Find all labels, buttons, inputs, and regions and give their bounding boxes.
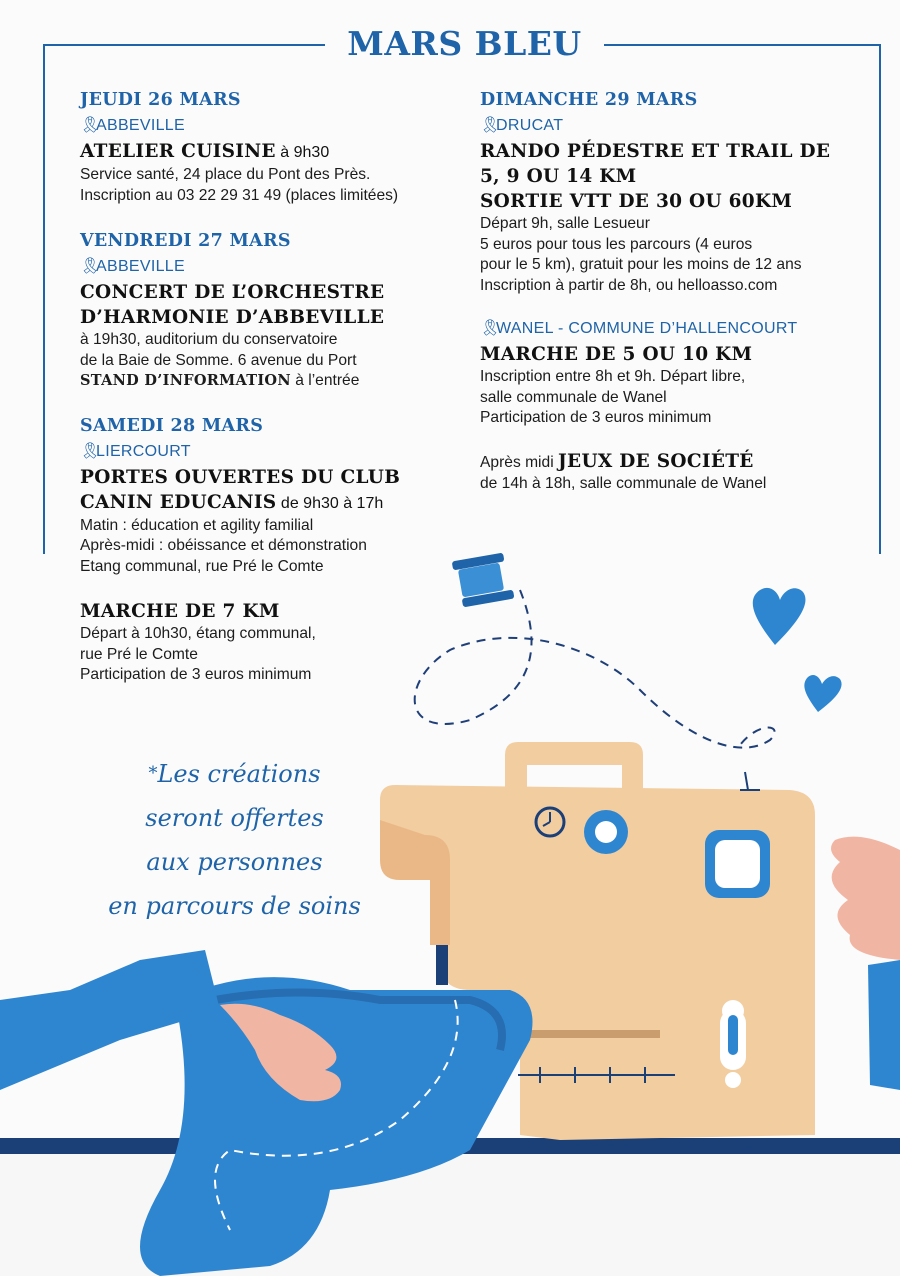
event-detail: Participation de 3 euros minimum (480, 409, 712, 426)
event-detail: Participation de 3 euros minimum (80, 666, 312, 683)
right-column (480, 90, 870, 494)
event-block-wanel (480, 318, 870, 429)
event-title: RANDO PÉDESTRE ET TRAIL DE (480, 141, 831, 162)
event-detail: pour le 5 km), gratuit pour les moins de 12 ans (480, 256, 802, 273)
note-line: seront offertes (145, 804, 324, 832)
event-block-games (480, 449, 870, 495)
event-detail: Matin : éducation et agility familial (80, 516, 314, 534)
event-detail: Inscription entre 8h et 9h. Départ libre, (480, 368, 746, 385)
note-line: aux personnes (146, 848, 323, 876)
event-detail: Départ à 10h30, étang communal, (80, 625, 316, 642)
event-detail: salle communale de Wanel (480, 388, 667, 406)
heart-icon (753, 588, 806, 645)
donation-note (72, 752, 397, 928)
event-title: MARCHE DE 7 KM (80, 601, 280, 622)
event-title: MARCHE DE 5 OU 10 KM (480, 344, 753, 365)
event-detail: à 19h30, auditorium du conservatoire (80, 331, 338, 348)
page-title: MARS BLEU (347, 24, 582, 63)
frame-top-left-line (43, 44, 325, 46)
event-title: CONCERT DE L’ORCHESTRE (80, 282, 385, 303)
ribbon-icon: 🎗 (80, 442, 101, 460)
event-title: PORTES OUVERTES DU CLUB (80, 466, 401, 488)
event-block-thursday (80, 90, 460, 206)
event-detail: Inscription à partir de 8h, ou helloasso.com (480, 276, 778, 294)
stand-info: STAND D’INFORMATION à l’entrée (80, 372, 360, 389)
note-line: en parcours de soins (108, 892, 361, 920)
location-label: 🎗ABBEVILLE (80, 117, 185, 134)
ribbon-icon: 🎗 (80, 258, 101, 275)
event-detail: Après-midi : obéissance et démonstration (80, 537, 367, 554)
thread-path (415, 590, 775, 748)
event-detail: Inscription au 03 22 29 31 49 (places limitées) (80, 186, 399, 204)
event-title: D’HARMONIE D’ABBEVILLE (80, 307, 385, 328)
day-heading: DIMANCHE 29 MARS (480, 90, 698, 110)
day-heading: JEUDI 26 MARS (80, 90, 241, 110)
event-detail: Départ 9h, salle Lesueur (480, 215, 650, 232)
event-block-sunday (480, 90, 870, 296)
right-sleeve (868, 960, 900, 1090)
thread-spool-icon (452, 553, 515, 608)
frame-top-right-line (604, 44, 881, 46)
note-line: *Les créations (148, 760, 321, 788)
event-title: SORTIE VTT DE 30 OU 60KM (480, 191, 793, 212)
day-heading: SAMEDI 28 MARS (80, 415, 264, 436)
event-title: 5, 9 OU 14 KM (480, 166, 637, 187)
location-label: 🎗LIERCOURT (80, 442, 191, 460)
location-label: 🎗WANEL - COMMUNE D’HALLENCOURT (480, 320, 798, 337)
event-detail: Service santé, 24 place du Pont des Près. (80, 166, 371, 183)
event-title: CANIN EDUCANIS de 9h30 à 17h (80, 491, 384, 513)
ribbon-icon: 🎗 (480, 117, 501, 134)
right-hand (831, 837, 900, 960)
ribbon-icon: 🎗 (80, 117, 101, 134)
ribbon-icon: 🎗 (480, 320, 501, 337)
event-title: Après midi JEUX DE SOCIÉTÉ (480, 450, 754, 472)
heart-icon (804, 675, 841, 712)
event-title: ATELIER CUISINE à 9h30 (80, 141, 330, 162)
frame-left-line (43, 44, 45, 554)
event-detail: de la Baie de Somme. 6 avenue du Port (80, 351, 357, 369)
event-block-friday (80, 231, 460, 392)
event-detail: Etang communal, rue Pré le Comte (80, 557, 324, 575)
event-detail: rue Pré le Comte (80, 645, 198, 663)
location-label: 🎗ABBEVILLE (80, 258, 185, 275)
event-detail: de 14h à 18h, salle communale de Wanel (480, 474, 767, 492)
frame-right-line (879, 44, 881, 554)
event-detail: 5 euros pour tous les parcours (4 euros (480, 235, 753, 253)
day-heading: VENDREDI 27 MARS (80, 231, 291, 251)
location-label: 🎗DRUCAT (480, 117, 564, 134)
